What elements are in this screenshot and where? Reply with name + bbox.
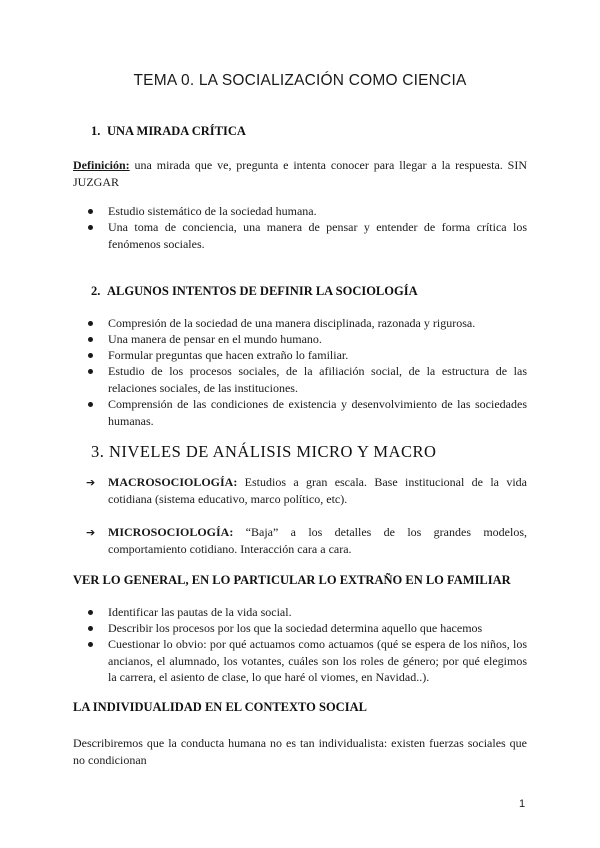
page-number: 1 — [519, 798, 526, 810]
list-item: Formular preguntas que hacen extraño lo familiar. — [108, 348, 349, 362]
micro-item — [86, 524, 527, 558]
section-3-heading — [91, 442, 436, 462]
term-description: Estudios a gran escala. Base institucional de la vida cotidiana (sistema educativo, marco político, etc). — [108, 475, 527, 506]
section-1-heading — [91, 124, 246, 139]
section-title: ALGUNOS INTENTOS DE DEFINIR LA SOCIOLOGÍA — [107, 284, 418, 298]
section-title: UNA MIRADA CRÍTICA — [107, 124, 246, 138]
section-2-heading — [91, 284, 418, 299]
arrow-right-icon: ➔ — [86, 526, 96, 539]
list-item: Comprensión de las condiciones de existencia y desenvolvimiento de las sociedades humanas. — [108, 397, 527, 428]
arrow-right-icon: ➔ — [86, 476, 96, 489]
list-item: Estudio de los procesos sociales, de la afiliación social, de la estructura de las relaciones sociales, de las instituciones. — [108, 364, 527, 395]
term-description: “Baja” a los detalles de los grandes modelos, comportamiento cotidiano. Interacción cara a cara. — [108, 525, 527, 556]
list-item: Estudio sistemático de la sociedad humana. — [108, 204, 317, 218]
section-title: NIVELES DE ANÁLISIS MICRO Y MACRO — [109, 442, 437, 461]
definition-label: Definición: — [73, 158, 130, 172]
page-title: TEMA 0. LA SOCIALIZACIÓN COMO CIENCIA — [133, 72, 467, 89]
term: MACROSOCIOLOGÍA: — [108, 475, 238, 489]
section-number: 3. — [91, 442, 105, 461]
macro-item — [86, 474, 527, 508]
list-item: Compresión de la sociedad de una manera disciplinada, razonada y rigurosa. — [108, 316, 476, 330]
section-4-heading: VER LO GENERAL, EN LO PARTICULAR LO EXTRAÑO EN LO FAMILIAR — [73, 573, 511, 587]
list-item: Una toma de conciencia, una manera de pensar y entender de forma crítica los fenómenos sociales. — [108, 220, 527, 251]
definition-paragraph — [73, 157, 527, 190]
list-item: Describir los procesos por los que la sociedad determina aquello que hacemos — [108, 621, 483, 635]
list-item: Una manera de pensar en el mundo humano. — [108, 332, 322, 346]
definition-text: una mirada que ve, pregunta e intenta conocer para llegar a la respuesta. SIN JUZGAR — [73, 158, 527, 189]
term: MICROSOCIOLOGÍA: — [108, 525, 234, 539]
section-5-heading: LA INDIVIDUALIDAD EN EL CONTEXTO SOCIAL — [73, 700, 367, 714]
list-item: Cuestionar lo obvio: por qué actuamos como actuamos (qué se espera de los niños, los ancianos, el alumnado, los votantes, cuáles son los roles de género; por qué elegimos la carrera, el asiento de clase, lo que haré ol viomes, en Navidad..). — [108, 637, 527, 684]
closing-paragraph: Describiremos que la conducta humana no es tan individualista: existen fuerzas sociales que no condicionan — [73, 736, 527, 767]
section-number: 1. — [91, 124, 101, 138]
list-item: Identificar las pautas de la vida social. — [108, 605, 292, 619]
section-number: 2. — [91, 284, 101, 298]
